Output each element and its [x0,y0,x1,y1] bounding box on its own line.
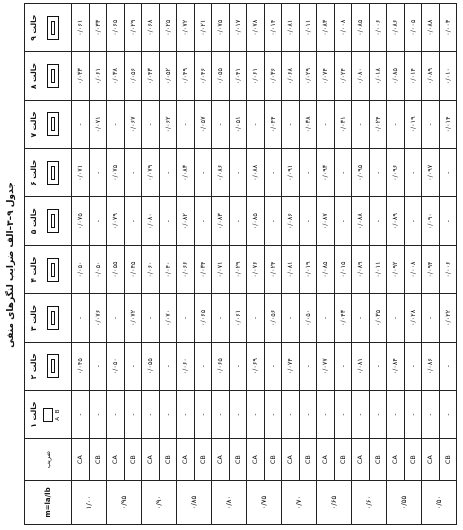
value-cell: ۰/۰۷۶ [89,294,107,342]
table-row [89,4,107,525]
coefficient-cell: CB [159,439,177,481]
value-cell: ۰/۰۷۵ [107,149,125,197]
value-cell: ۰/۰۸۰ [352,52,370,100]
value-cell: - [72,100,90,148]
value-cell: ۰/۰۹۷ [422,149,440,197]
value-cell: - [212,390,230,438]
value-cell: ۰/۰۳۸ [299,100,317,148]
slab-diagram-icon [47,209,59,233]
case-9-header: حالت ۹ [25,4,72,52]
value-cell: ۰/۰۵۲ [159,52,177,100]
value-cell: ۰/۰۰۸ [334,4,352,52]
value-cell: ۰/۰۴۴ [264,100,282,148]
coefficient-header: ضریب [25,439,72,481]
value-cell: ۰/۰۶۱ [72,4,90,52]
value-cell: ۰/۰۴۳ [142,52,160,100]
value-cell: - [334,149,352,197]
value-cell: - [317,390,335,438]
value-cell: - [72,294,90,342]
value-cell: ۰/۰۷۹ [107,197,125,245]
value-cell: ۰/۰۵۰ [299,294,317,342]
value-cell: ۰/۰۱۱ [369,245,387,293]
value-cell: ۰/۰۵۵ [107,245,125,293]
coefficient-cell: CB [334,439,352,481]
value-cell: ۰/۰۸۸ [422,4,440,52]
value-cell: - [334,342,352,390]
value-cell: - [334,197,352,245]
value-cell: ۰/۰۱۵ [334,245,352,293]
value-cell: ۰/۰۸۸ [247,149,265,197]
value-cell: - [107,100,125,148]
coefficient-cell: CB [439,439,457,481]
table-row [404,4,422,525]
value-cell: - [124,342,142,390]
m-ratio-cell: ۰/۸۵ [177,481,212,525]
table-row [387,4,405,525]
value-cell: ۰/۰۸۹ [422,52,440,100]
value-cell: - [194,342,212,390]
value-cell: ۰/۰۸۶ [282,197,300,245]
table-row [369,4,387,525]
value-cell: ۰/۰۷۶ [247,245,265,293]
slab-diagram-icon [47,354,59,378]
m-ratio-cell: ۰/۶۰ [352,481,387,525]
case-5-header: حالت ۵ [25,197,72,245]
value-cell: - [264,342,282,390]
value-cell: ۰/۰۱۴ [439,100,457,148]
table-row [352,4,370,525]
value-cell: ۰/۰۷۴ [282,342,300,390]
value-cell: ۰/۰۱۰ [439,52,457,100]
case-4-header: حالت ۴ [25,245,72,293]
slab-diagram-icon [47,161,59,185]
coefficient-cell: CB [194,439,212,481]
coefficient-cell: CA [72,439,90,481]
value-cell: - [212,294,230,342]
value-cell: - [387,294,405,342]
value-cell: ۰/۰۵۶ [264,294,282,342]
case-2-header: حالت ۲ [25,342,72,390]
value-cell: ۰/۰۸۳ [212,197,230,245]
value-cell: ۰/۰۳۳ [89,4,107,52]
value-cell: - [422,390,440,438]
value-cell: ۰/۰۸۶ [422,342,440,390]
table-row [142,4,160,525]
value-cell: ۰/۰۶۵ [107,4,125,52]
value-cell: ۰/۰۶۰ [177,342,195,390]
value-cell: ۰/۰۲۲ [439,294,457,342]
coefficient-cell: CA [352,439,370,481]
value-cell: - [317,100,335,148]
table-row [439,4,457,525]
value-cell: ۰/۰۹۳ [317,149,335,197]
value-cell: - [299,149,317,197]
value-cell: ۰/۰۲۹ [124,4,142,52]
value-cell: - [387,100,405,148]
coefficient-cell: CA [317,439,335,481]
value-cell: ۰/۰۲۱ [194,4,212,52]
value-cell: - [229,197,247,245]
value-cell: - [282,390,300,438]
coefficient-cell: CB [124,439,142,481]
value-cell: ۰/۰۸۷ [317,197,335,245]
value-cell: ۰/۰۹۵ [352,149,370,197]
value-cell: - [369,149,387,197]
value-cell: ۰/۰۴۹ [177,52,195,100]
table-row [107,4,125,525]
value-cell: ۰/۰۷۵ [212,4,230,52]
value-cell: ۰/۰۲۹ [229,245,247,293]
value-cell: ۰/۰۸۹ [352,245,370,293]
value-cell: ۰/۰۷۱ [72,149,90,197]
value-cell: ۰/۰۸۹ [387,197,405,245]
coefficient-cell: CB [404,439,422,481]
value-cell: ۰/۰۵۱ [229,100,247,148]
value-cell: ۰/۰۴۳ [334,294,352,342]
value-cell: ۰/۰۸۴ [387,342,405,390]
value-cell: - [229,149,247,197]
value-cell: ۰/۰۸۳ [177,149,195,197]
slab-diagram-icon [47,306,59,330]
value-cell: ۰/۰۶۲ [159,100,177,148]
value-cell: ۰/۰۶۹ [247,342,265,390]
value-cell: - [439,390,457,438]
value-cell: ۰/۰۵۷ [194,100,212,148]
value-cell: ۰/۰۴۰ [159,245,177,293]
value-cell: ۰/۰۲۴ [264,245,282,293]
m-ratio-cell: ۱/۰۰ [72,481,107,525]
value-cell: ۰/۰۱۷ [229,4,247,52]
value-cell: - [352,100,370,148]
slab-diagram-icon [47,112,59,136]
value-cell: ۰/۰۸۱ [282,245,300,293]
value-cell: - [282,294,300,342]
value-cell: - [107,294,125,342]
value-cell: ۰/۰۶۵ [194,294,212,342]
table-row [124,4,142,525]
table-body [72,4,457,525]
case-8-header: حالت ۸ [25,52,72,100]
value-cell: - [264,390,282,438]
value-cell: - [177,294,195,342]
value-cell: ۰/۰۸۰ [142,197,160,245]
value-cell: ۰/۰۱۴ [264,4,282,52]
value-cell: - [124,149,142,197]
value-cell: ۰/۰۵۵ [142,342,160,390]
header-row [25,4,72,525]
table-row [229,4,247,525]
value-cell: ۰/۰۲۸ [404,294,422,342]
value-cell: ۰/۰۸۱ [282,4,300,52]
m-ratio-cell: ۰/۹۰ [142,481,177,525]
value-cell: ۰/۰۷۷ [317,342,335,390]
value-cell: ۰/۰۳۱ [334,100,352,148]
value-cell: - [299,390,317,438]
value-cell: ۰/۰۶۱ [89,52,107,100]
value-cell: ۰/۰۳۵ [369,294,387,342]
value-cell: ۰/۰۱۴ [404,52,422,100]
value-cell: ۰/۰۸۵ [387,52,405,100]
value-cell: - [159,197,177,245]
value-cell: - [107,390,125,438]
value-cell: ۰/۰۴۶ [194,52,212,100]
value-cell: ۰/۰۸۱ [352,342,370,390]
table-row [72,4,90,525]
value-cell: - [317,294,335,342]
table-row [159,4,177,525]
value-cell: ۰/۰۱۱ [299,4,317,52]
value-cell: ۰/۰۳۳ [72,52,90,100]
value-cell: ۰/۰۶۸ [142,4,160,52]
table-row [334,4,352,525]
value-cell: - [177,390,195,438]
value-cell: ۰/۰۷۴ [317,52,335,100]
value-cell: - [387,390,405,438]
coefficient-cell: CB [229,439,247,481]
value-cell: ۰/۰۷۹ [142,149,160,197]
value-cell: - [89,390,107,438]
m-ratio-cell: ۰/۵۵ [387,481,422,525]
value-cell: ۰/۰۰۸ [404,245,422,293]
coefficient-cell: CB [264,439,282,481]
value-cell: ۰/۰۶۱ [247,52,265,100]
value-cell: ۰/۰۹۲ [387,245,405,293]
table-row [177,4,195,525]
value-cell: ۰/۰۸۶ [387,4,405,52]
value-cell: - [194,149,212,197]
coefficient-cell: CA [387,439,405,481]
value-cell: - [439,342,457,390]
coefficient-cell: CA [282,439,300,481]
value-cell: ۰/۰۵۶ [124,52,142,100]
case-7-header: حالت ۷ [25,100,72,148]
value-cell: - [142,294,160,342]
table-row [282,4,300,525]
slab-diagram-icon [47,258,59,282]
value-cell: ۰/۰۹۶ [387,149,405,197]
value-cell: ۰/۰۷۵ [72,197,90,245]
value-cell: ۰/۰۸۵ [317,245,335,293]
value-cell: ۰/۰۷۲ [124,294,142,342]
value-cell: - [124,197,142,245]
value-cell: ۰/۰۷۸ [247,4,265,52]
value-cell: - [404,197,422,245]
table-caption: جدول ۹–۳–الف ضرایب لنگرهای منفی [6,182,16,348]
value-cell: ۰/۰۹۱ [282,149,300,197]
coefficient-cell: CA [212,439,230,481]
value-cell: ۰/۰۲۹ [299,52,317,100]
m-ratio-cell: ۰/۶۵ [317,481,352,525]
case-1-header [25,390,72,438]
value-cell: - [369,390,387,438]
value-cell: ۰/۰۰۶ [439,245,457,293]
value-cell: - [422,100,440,148]
table-row [299,4,317,525]
value-cell: ۰/۰۶۸ [282,52,300,100]
value-cell: - [439,197,457,245]
coefficient-cell: CB [369,439,387,481]
case-3-header: حالت ۳ [25,294,72,342]
value-cell: - [177,100,195,148]
value-cell: ۰/۰۱۸ [369,52,387,100]
value-cell: ۰/۰۰۳ [439,4,457,52]
value-cell: - [404,149,422,197]
value-cell: - [439,149,457,197]
m-ratio-cell: ۰/۹۵ [107,481,142,525]
value-cell: ۰/۰۱۹ [299,245,317,293]
table-row [212,4,230,525]
value-cell: ۰/۰۶۵ [212,342,230,390]
value-cell: - [142,100,160,148]
m-ratio-cell: ۰/۷۵ [247,481,282,525]
slab-diagram-icon [47,64,59,88]
value-cell: - [159,149,177,197]
value-cell: - [212,100,230,148]
table-row [194,4,212,525]
value-cell: - [299,342,317,390]
value-cell: ۰/۰۵۰ [107,342,125,390]
value-cell: - [299,197,317,245]
value-cell: ۰/۰۶۱ [229,294,247,342]
value-cell: ۰/۰۵۰ [72,245,90,293]
value-cell: ۰/۰۰۵ [404,4,422,52]
value-cell: - [422,294,440,342]
value-cell: ۰/۰۴۱ [229,52,247,100]
value-cell: - [264,197,282,245]
value-cell: - [142,390,160,438]
value-cell: ۰/۰۵۰ [89,245,107,293]
value-cell: ۰/۰۳۶ [264,52,282,100]
table-row [422,4,440,525]
value-cell: ۰/۰۹۰ [422,197,440,245]
value-cell: - [282,100,300,148]
value-cell: - [72,390,90,438]
value-cell: ۰/۰۶۰ [142,245,160,293]
coefficient-cell: CB [89,439,107,481]
value-cell: ۰/۰۸۵ [247,197,265,245]
value-cell: ۰/۰۸۳ [317,4,335,52]
value-cell: ۰/۰۲۴ [334,52,352,100]
value-cell: ۰/۰۵۵ [212,52,230,100]
m-ratio-cell: ۰/۸۰ [212,481,247,525]
coefficient-cell: CA [107,439,125,481]
value-cell: - [124,390,142,438]
table-row [247,4,265,525]
value-cell: - [247,100,265,148]
value-cell: - [247,294,265,342]
table-row [264,4,282,525]
moment-coefficient-table [24,3,457,525]
value-cell: - [334,390,352,438]
value-cell: - [352,390,370,438]
value-cell: ۰/۰۶۷ [124,100,142,148]
value-cell: - [229,390,247,438]
value-cell: ۰/۰۶۶ [177,245,195,293]
value-cell: - [264,149,282,197]
value-cell: ۰/۰۷۱ [212,245,230,293]
coefficient-cell: CA [142,439,160,481]
value-cell: - [404,390,422,438]
value-cell: ۰/۰۳۸ [107,52,125,100]
value-cell: - [247,390,265,438]
value-cell: ۰/۰۸۵ [352,4,370,52]
value-cell: - [352,294,370,342]
value-cell: ۰/۰۴۵ [124,245,142,293]
coefficient-cell: CB [299,439,317,481]
value-cell: ۰/۰۸۸ [352,197,370,245]
value-cell: ۰/۰۱۹ [404,100,422,148]
value-cell: - [229,342,247,390]
slab-diagram-icon: A B [43,408,65,422]
value-cell: ۰/۰۷۲ [177,4,195,52]
value-cell: - [89,149,107,197]
value-cell: - [404,342,422,390]
value-cell: - [194,197,212,245]
m-ratio-header: m=la/lb [25,481,72,525]
value-cell: - [369,342,387,390]
table-row [317,4,335,525]
coefficient-cell: CA [177,439,195,481]
value-cell: - [159,342,177,390]
m-ratio-cell: ۰/۵۰ [422,481,457,525]
coefficient-cell: CA [247,439,265,481]
coefficient-cell: CA [422,439,440,481]
value-cell: - [194,390,212,438]
value-cell: ۰/۰۲۴ [369,100,387,148]
value-cell: ۰/۰۹۴ [422,245,440,293]
value-cell: ۰/۰۰۶ [369,4,387,52]
value-cell: ۰/۰۳۴ [194,245,212,293]
value-cell: - [89,197,107,245]
value-cell: ۰/۰۲۵ [159,4,177,52]
m-ratio-cell: ۰/۷۰ [282,481,317,525]
value-cell: ۰/۰۴۵ [72,342,90,390]
value-cell: - [369,197,387,245]
value-cell: ۰/۰۸۶ [212,149,230,197]
value-cell: ۰/۰۷۰ [159,294,177,342]
value-cell: ۰/۰۸۲ [177,197,195,245]
case-6-header: حالت ۶ [25,149,72,197]
slab-diagram-icon [47,16,59,40]
case-1-label: حالت ۱ [29,401,38,428]
value-cell: - [159,390,177,438]
value-cell: - [89,342,107,390]
value-cell: ۰/۰۷۱ [89,100,107,148]
